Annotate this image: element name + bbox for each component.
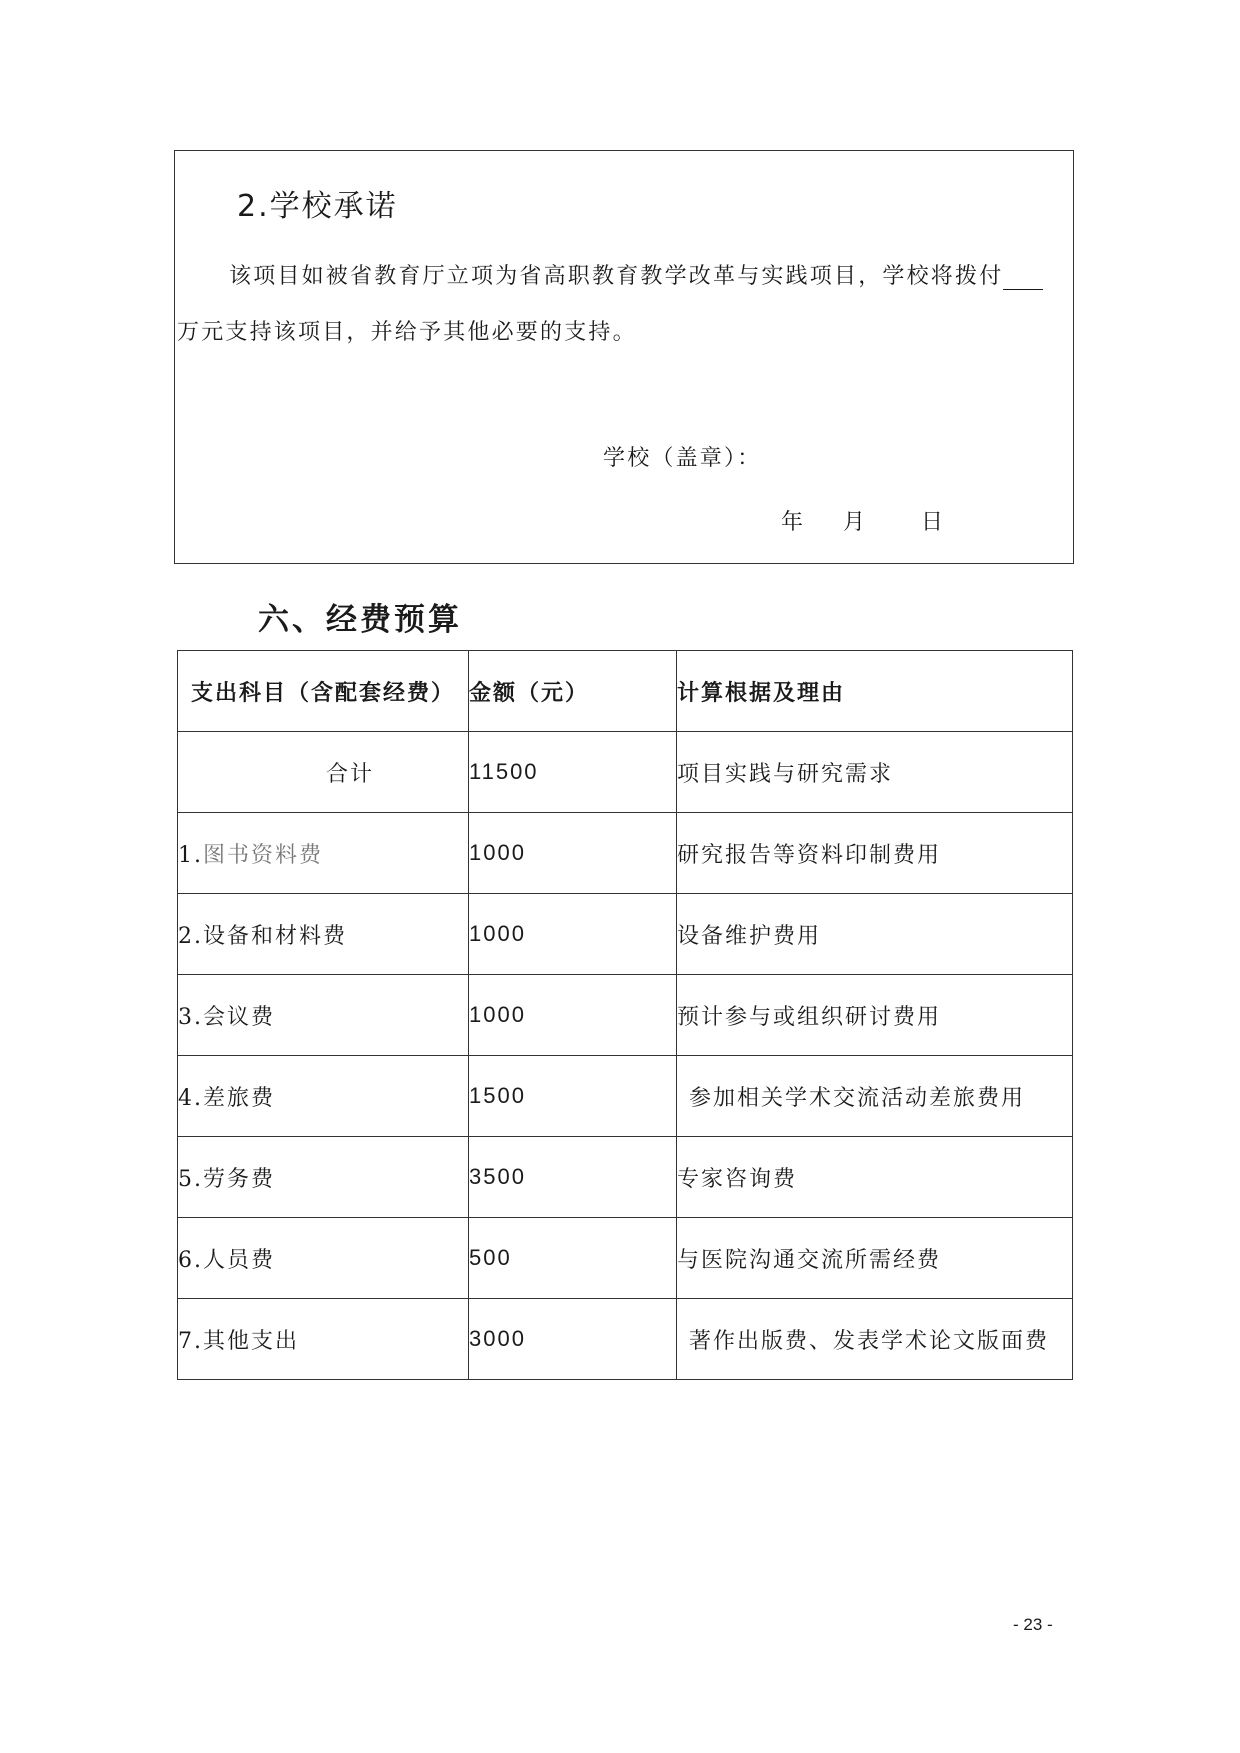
page-number: - 23 - xyxy=(1013,1615,1053,1634)
row-reason: 设备维护费用 xyxy=(677,894,1073,975)
row-reason: 与医院沟通交流所需经费 xyxy=(677,1218,1073,1299)
date-line xyxy=(781,505,943,536)
row-amount: 3500 xyxy=(469,1137,677,1218)
table-row xyxy=(178,732,1073,813)
school-seal-label: 学校（盖章）： xyxy=(603,446,762,471)
table-row xyxy=(178,1299,1073,1380)
commitment-text-line1-body: 该项目如被省教育厅立项为省高职教育教学改革与实践项目，学校将拨付 xyxy=(229,264,1004,289)
commitment-title: 2.学校承诺 xyxy=(237,189,398,224)
row-amount: 1000 xyxy=(469,894,677,975)
row-amount: 500 xyxy=(469,1218,677,1299)
row-item: 4.差旅费 xyxy=(178,1056,469,1137)
row-reason: 预计参与或组织研讨费用 xyxy=(677,975,1073,1056)
table-row xyxy=(178,813,1073,894)
row-item-total: 合计 xyxy=(178,732,469,813)
table-row xyxy=(178,1056,1073,1137)
budget-header-row xyxy=(178,651,1073,732)
school-commitment-box xyxy=(174,150,1074,564)
date-day-label: 日 xyxy=(921,510,944,535)
header-basis-reason: 计算根据及理由 xyxy=(677,651,1073,732)
row-item: 6.人员费 xyxy=(178,1218,469,1299)
row-reason: 研究报告等资料印制费用 xyxy=(677,813,1073,894)
row-reason: 专家咨询费 xyxy=(677,1137,1073,1218)
row-reason: 著作出版费、发表学术论文版面费 xyxy=(677,1299,1073,1380)
row-item: 2.设备和材料费 xyxy=(178,894,469,975)
row-item-label: 图书资料费 xyxy=(203,842,324,868)
table-row xyxy=(178,1218,1073,1299)
budget-table xyxy=(177,650,1073,1380)
row-amount: 1000 xyxy=(469,975,677,1056)
row-amount: 11500 xyxy=(469,732,677,813)
table-row xyxy=(178,894,1073,975)
row-reason: 项目实践与研究需求 xyxy=(677,732,1073,813)
header-amount: 金额（元） xyxy=(469,651,677,732)
commitment-text-line1 xyxy=(229,259,1043,290)
row-item xyxy=(178,813,469,894)
table-row xyxy=(178,975,1073,1056)
budget-section-title: 六、经费预算 xyxy=(258,602,462,638)
row-item: 5.劳务费 xyxy=(178,1137,469,1218)
row-amount: 1500 xyxy=(469,1056,677,1137)
amount-blank xyxy=(1003,269,1043,290)
date-month-label: 月 xyxy=(843,510,866,535)
table-row xyxy=(178,1137,1073,1218)
commitment-text-line2: 万元支持该项目，并给予其他必要的支持。 xyxy=(177,320,637,345)
row-amount: 3000 xyxy=(469,1299,677,1380)
row-item-number: 1. xyxy=(178,842,203,868)
row-reason: 参加相关学术交流活动差旅费用 xyxy=(677,1056,1073,1137)
row-amount: 1000 xyxy=(469,813,677,894)
row-item: 3.会议费 xyxy=(178,975,469,1056)
date-year-label: 年 xyxy=(781,510,804,535)
row-item: 7.其他支出 xyxy=(178,1299,469,1380)
header-expense-item: 支出科目（含配套经费） xyxy=(178,651,469,732)
